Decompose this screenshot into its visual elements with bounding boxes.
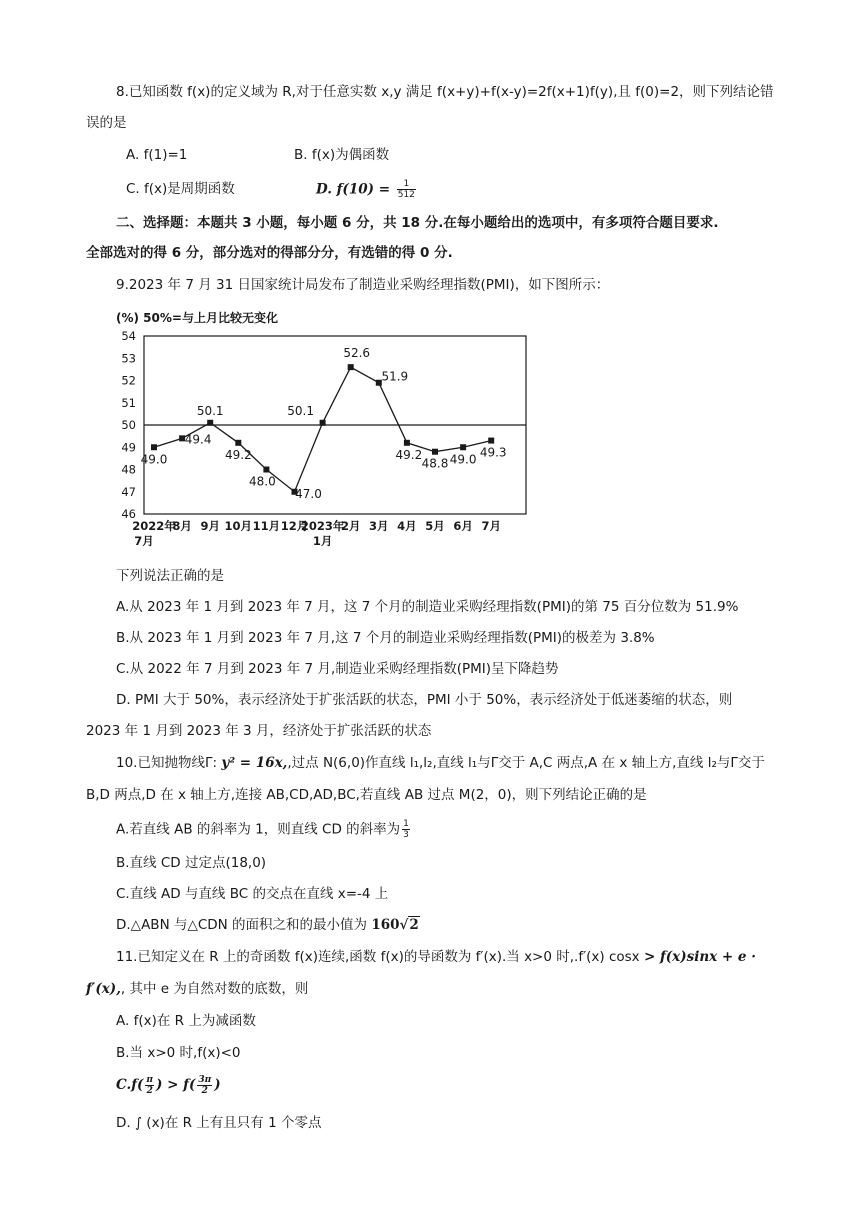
y-tick-label: 49 bbox=[121, 440, 136, 455]
data-point-label: 48.8 bbox=[421, 456, 449, 471]
q11-stem-prefix: 11.已知定义在 R 上的奇函数 f(x)连续,函数 f(x)的导函数为 f′(x).当 x>0 时,.f′(x) cosx bbox=[116, 949, 644, 965]
y-tick-label: 51 bbox=[121, 395, 136, 410]
q11-option-c-arg2 bbox=[197, 1075, 212, 1096]
data-point-marker bbox=[404, 440, 410, 446]
q11-option-c-lhs: f bbox=[131, 1077, 138, 1093]
data-point-label: 49.2 bbox=[224, 447, 252, 462]
data-point-label: 49.0 bbox=[449, 452, 477, 467]
x-tick-label: 2022年 7月 bbox=[132, 519, 176, 548]
q8-option-d-fraction bbox=[397, 179, 416, 200]
x-tick-label: 10月 bbox=[224, 519, 253, 533]
q8-option-d-denominator: 512 bbox=[397, 190, 415, 200]
q11-option-c-arg2-den: 2 bbox=[201, 1086, 208, 1096]
q8-option-d bbox=[316, 179, 418, 200]
q10-option-a bbox=[116, 819, 412, 840]
pmi-series-line bbox=[154, 367, 491, 492]
x-tick-label: 9月 bbox=[200, 519, 220, 533]
q10-stem-line1 bbox=[116, 753, 765, 773]
x-tick-label: 5月 bbox=[425, 519, 445, 533]
q9-option-a: A.从 2023 年 1 月到 2023 年 7 月，这 7 个月的制造业采购经理指数(PMI)的第 75 百分位数为 51.9% bbox=[116, 599, 739, 615]
data-point-label: 51.9 bbox=[381, 369, 409, 384]
data-point-marker bbox=[235, 440, 241, 446]
q10-stem-rest: ,过点 N(6,0)作直线 l₁,l₂,直线 l₁与Γ交于 A,C 两点,A 在 x 轴上方,直线 l₂与Γ交于 bbox=[287, 755, 765, 771]
data-point-marker bbox=[348, 364, 354, 370]
x-tick-label: 8月 bbox=[172, 519, 192, 533]
pmi-line-chart bbox=[110, 306, 530, 552]
q11-inequality-part1: > f(x)sinx + e · bbox=[643, 949, 756, 965]
section2-heading-line1: 二、选择题：本题共 3 小题，每小题 6 分，共 18 分.在每小题给出的选项中，有多项符合题目要求. bbox=[116, 215, 719, 231]
q11-option-b: B.当 x>0 时,f(x)<0 bbox=[116, 1045, 241, 1061]
data-point-label: 50.1 bbox=[196, 403, 224, 418]
q8-option-c: C. f(x)是周期函数 bbox=[126, 181, 235, 197]
q9-option-d-line1: D. PMI 大于 50%，表示经济处于扩张活跃的状态，PMI 小于 50%，表示经济处于低迷萎缩的状态，则 bbox=[116, 692, 733, 708]
q9-stem: 9.2023 年 7 月 31 日国家统计局发布了制造业采购经理指数(PMI)，如下图所示： bbox=[116, 277, 610, 293]
x-tick-label: 12月 bbox=[280, 519, 309, 533]
data-markers bbox=[151, 364, 494, 495]
q11-option-c-label: C. bbox=[116, 1077, 132, 1093]
q10-stem-prefix: 10.已知抛物线Γ: bbox=[116, 755, 222, 771]
data-point-label: 49.2 bbox=[395, 447, 423, 462]
x-tick-label: 7月 bbox=[481, 519, 501, 533]
data-point-label: 49.3 bbox=[479, 445, 507, 460]
q8-option-a: A. f(1)=1 bbox=[126, 147, 188, 163]
q11-stem-line1 bbox=[116, 947, 756, 967]
x-tick-label: 2月 bbox=[340, 519, 361, 533]
data-point-marker bbox=[432, 449, 438, 455]
y-tick-label: 48 bbox=[121, 462, 136, 477]
data-point-marker bbox=[151, 444, 157, 450]
q11-option-c-arg1-num: π bbox=[146, 1075, 154, 1085]
x-tick-label: 3月 bbox=[369, 519, 389, 533]
q10-option-a-text: A.若直线 AB 的斜率为 1，则直线 CD 的斜率为 bbox=[116, 821, 401, 838]
data-point-marker bbox=[320, 420, 326, 426]
q8-option-d-numerator: 1 bbox=[397, 179, 416, 190]
y-tick-label: 46 bbox=[121, 507, 136, 521]
data-point-marker bbox=[263, 467, 269, 473]
data-point-label: 49.4 bbox=[184, 432, 212, 447]
q11-option-d: D. ∫ (x)在 R 上有且只有 1 个零点 bbox=[116, 1115, 322, 1131]
x-tick-label: 2023年 1月 bbox=[300, 519, 345, 548]
q10-stem-line2: B,D 两点,D 在 x 轴上方,连接 AB,CD,AD,BC,若直线 AB 过点 M(2，0)，则下列结论正确的是 bbox=[86, 787, 647, 803]
y-tick-label: 53 bbox=[121, 351, 136, 366]
q10-option-b: B.直线 CD 过定点(18,0) bbox=[116, 855, 267, 871]
q11-option-c-op: > f bbox=[162, 1077, 189, 1093]
data-point-label: 48.0 bbox=[249, 474, 276, 489]
q11-stem-rest: , 其中 e 为自然对数的底数，则 bbox=[120, 981, 309, 997]
q8-option-d-prefix: D. f(10) = bbox=[316, 181, 395, 198]
q10-option-d-text: D.△ABN 与△CDN 的面积之和的最小值为 bbox=[116, 917, 372, 933]
q11-option-c: C.f( $\frac{\pi}{2}$ ) > f( $\frac{3\pi}{2}$ ) bbox=[116, 1075, 221, 1096]
data-point-label: 49.0 bbox=[140, 452, 168, 467]
q10-option-d-coefficient: 160 bbox=[371, 917, 400, 933]
x-tick-label: 6月 bbox=[453, 519, 473, 533]
q9-option-c: C.从 2022 年 7 月到 2023 年 7 月,制造业采购经理指数(PMI)呈下降趋势 bbox=[116, 661, 559, 677]
q10-option-a-numerator: 1 bbox=[403, 819, 409, 829]
section2-heading-line2: 全部选对的得 6 分，部分选对的得部分分，有选错的得 0 分. bbox=[86, 245, 453, 261]
q9-prompt: 下列说法正确的是 bbox=[116, 568, 224, 584]
q11-inequality-part2: f′(x), bbox=[86, 981, 121, 997]
q8-stem-line2: 误的是 bbox=[86, 115, 127, 131]
q8-stem-line1: 8.已知函数 f(x)的定义域为 R,对于任意实数 x,y 满足 f(x+y)+f(x-y)=2f(x+1)f(y),且 f(0)=2，则下列结论错 bbox=[116, 84, 774, 100]
data-point-label: 52.6 bbox=[343, 346, 371, 361]
x-tick-label: 4月 bbox=[397, 519, 417, 533]
x-tick-label: 11月 bbox=[252, 519, 281, 533]
q11-option-c-arg2-num: 3π bbox=[198, 1075, 212, 1085]
data-point-marker bbox=[488, 438, 494, 444]
q10-option-a-fraction bbox=[402, 819, 410, 840]
q10-option-c: C.直线 AD 与直线 BC 的交点在直线 x=-4 上 bbox=[116, 886, 389, 902]
q9-option-b: B.从 2023 年 1 月到 2023 年 7 月,这 7 个月的制造业采购经理指数(PMI)的极差为 3.8% bbox=[116, 630, 655, 646]
y-tick-label: 50 bbox=[121, 418, 136, 432]
q10-option-d-radicand: 2 bbox=[409, 917, 419, 933]
q11-option-c-arg1-den: 2 bbox=[146, 1086, 153, 1096]
q11-option-a: A. f(x)在 R 上为减函数 bbox=[116, 1013, 256, 1029]
data-point-label: 47.0 bbox=[295, 486, 322, 501]
y-tick-label: 52 bbox=[121, 373, 136, 388]
data-point-label: 50.1 bbox=[287, 403, 314, 418]
q10-option-d: D.△ABN 与△CDN 的面积之和的最小值为 160√2 bbox=[116, 917, 419, 933]
q10-parabola-equation: y² = 16x, bbox=[221, 755, 288, 771]
q11-stem-line2 bbox=[86, 979, 308, 999]
y-axis-ticks bbox=[121, 329, 136, 521]
data-point-marker bbox=[460, 444, 466, 450]
q9-option-d-line2: 2023 年 1 月到 2023 年 3 月，经济处于扩张活跃的状态 bbox=[86, 723, 432, 739]
q11-option-c-arg1 bbox=[145, 1075, 154, 1096]
x-axis-labels bbox=[132, 519, 501, 548]
q10-option-a-denominator: 3 bbox=[403, 830, 409, 840]
q8-option-b: B. f(x)为偶函数 bbox=[294, 147, 390, 163]
data-point-marker bbox=[207, 420, 213, 426]
chart-title: (%) 50%=与上月比较无变化 bbox=[116, 311, 278, 325]
y-tick-label: 47 bbox=[121, 484, 136, 499]
y-tick-label: 54 bbox=[121, 329, 136, 343]
